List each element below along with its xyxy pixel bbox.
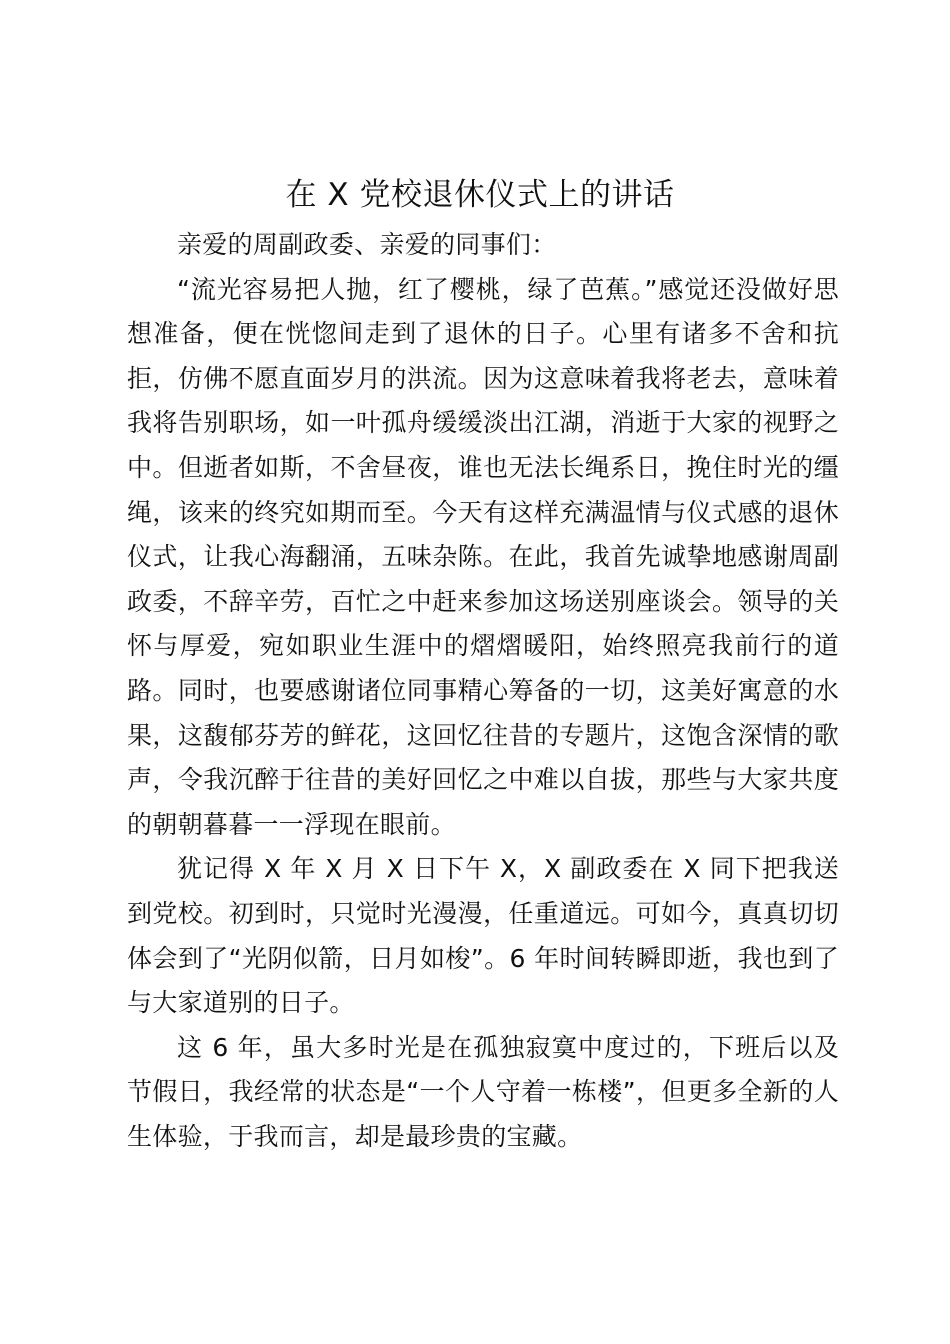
paragraph: “流光容易把人抛，红了樱桃，绿了芭蕉。”感觉还没做好思想准备，便在恍惚间走到了退休的日子。心里有诸多不舍和抗拒，仿佛不愿直面岁月的洪流。因为这意味着我将老去，意味着我将告别职场，如一叶孤舟缓缓淡出江湖，消逝于大家的视野之中。但逝者如斯，不舍昼夜，谁也无法长绳系日，挽住时光的缰绳，该来的终究如期而至。今天有这样充满温情与仪式感的退休仪式，让我心海翻涌，五味杂陈。在此，我首先诚挚地感谢周副政委，不辞辛劳，百忙之中赶来参加这场送别座谈会。领导的关怀与厚爱，宛如职业生涯中的熠熠暖阳，始终照亮我前行的道路。同时，也要感谢诸位同事精心筹备的一切，这美好寓意的水果，这馥郁芬芳的鲜花，这回忆往昔的专题片，这饱含深情的歌声，令我沉醉于往昔的美好回忆之中难以自拔，那些与大家共度的朝朝暮暮一一浮现在眼前。 xyxy=(127,274,839,839)
salutation: 亲爱的周副政委、亲爱的同事们： xyxy=(177,230,557,259)
paragraph: 犹记得 X 年 X 月 X 日下午 X，X 副政委在 X 同下把我送到党校。初到时，只觉时光漫漫，任重道远。可如今，真真切切体会到了“光阴似箭，日月如梭”。6 年时间转瞬即逝，我也到了与大家道别的日子。 xyxy=(127,854,839,1018)
document-body xyxy=(127,223,839,1159)
paragraph: 这 6 年，虽大多时光是在孤独寂寞中度过的，下班后以及节假日，我经常的状态是“一个人守着一栋楼”，但更多全新的人生体验，于我而言，却是最珍贵的宝藏。 xyxy=(127,1032,839,1151)
document-title: 在 X 党校退休仪式上的讲话 xyxy=(285,177,675,213)
